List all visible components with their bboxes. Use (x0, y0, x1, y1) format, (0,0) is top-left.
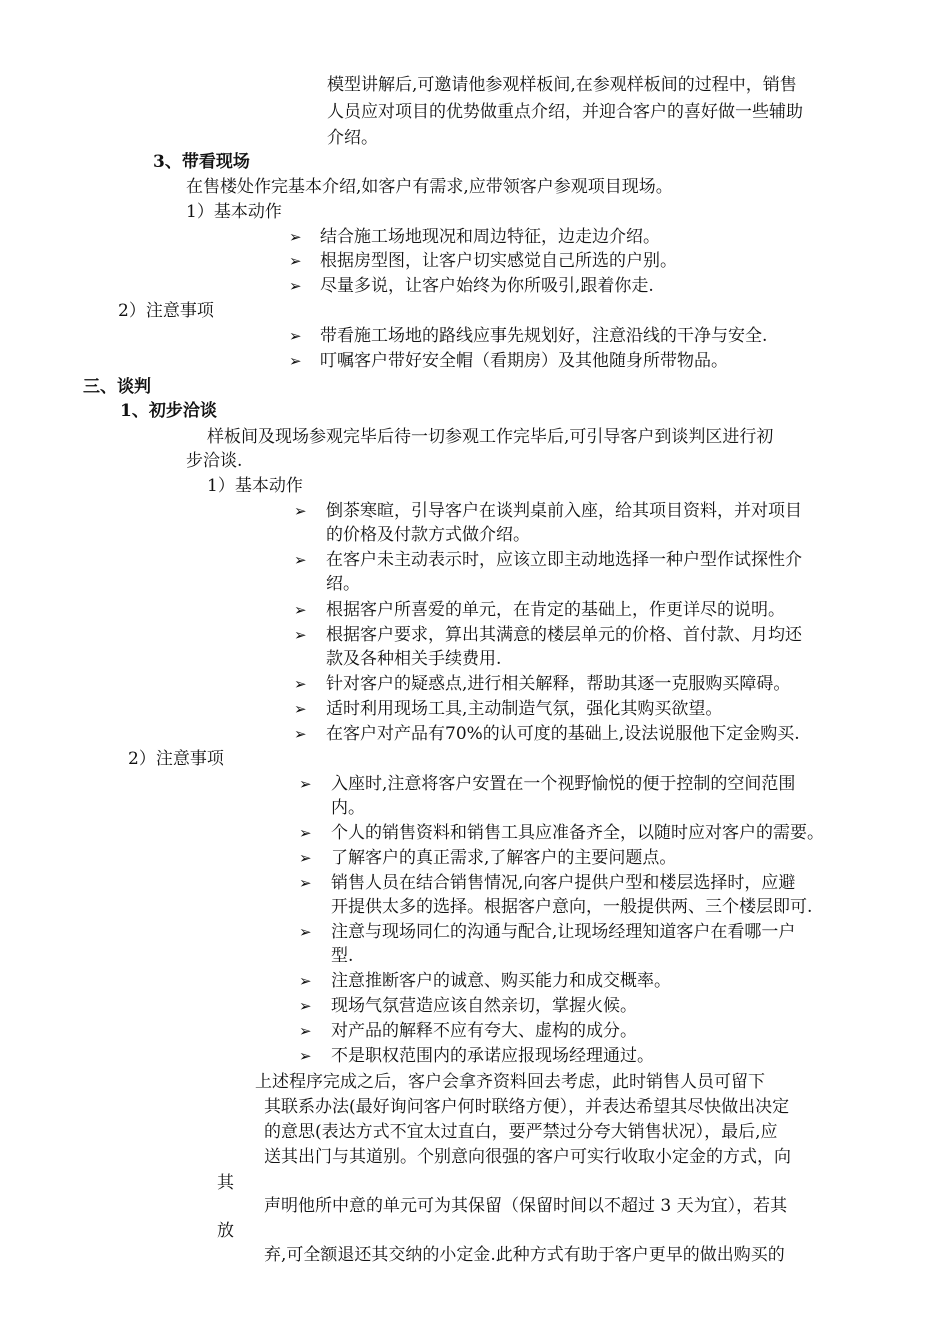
list-item: 尽量多说，让客户始终为你所吸引,跟着你走. (320, 276, 654, 296)
list-item: 了解客户的真正需求,了解客户的主要问题点。 (331, 848, 677, 868)
list-item: 个人的销售资料和销售工具应准备齐全，以随时应对客户的需要。 (331, 823, 824, 843)
bullet-icon: ➢ (294, 626, 307, 644)
list-item-continuation: 内。 (331, 798, 365, 818)
paragraph-line: 介绍。 (327, 128, 378, 148)
section-heading: 3、带看现场 (153, 152, 250, 172)
paragraph-line: 弃,可全额退还其交纳的小定金.此种方式有助于客户更早的做出购买的 (264, 1245, 785, 1265)
list-item-continuation: 的价格及付款方式做介绍。 (326, 525, 530, 545)
bullet-icon: ➢ (289, 277, 302, 295)
list-item: 叮嘱客户带好安全帽（看期房）及其他随身所带物品。 (320, 351, 728, 371)
bullet-icon: ➢ (299, 972, 312, 990)
list-item: 销售人员在结合销售情况,向客户提供户型和楼层选择时，应避 (331, 873, 796, 893)
list-item: 根据客户要求，算出其满意的楼层单元的价格、首付款、月均还 (326, 625, 802, 645)
list-item: 入座时,注意将客户安置在一个视野愉悦的便于控制的空间范围 (331, 774, 796, 794)
bullet-icon: ➢ (299, 1022, 312, 1040)
list-item: 对产品的解释不应有夸大、虚构的成分。 (331, 1021, 637, 1041)
bullet-icon: ➢ (294, 502, 307, 520)
paragraph-line: 模型讲解后,可邀请他参观样板间,在参观样板间的过程中，销售 (327, 75, 797, 95)
section-intro: 样板间及现场参观完毕后待一切参观工作完毕后,可引导客户到谈判区进行初 (207, 427, 774, 447)
list-item: 带看施工场地的路线应事先规划好，注意沿线的干净与安全. (320, 326, 768, 346)
list-item: 在客户对产品有70%的认可度的基础上,设法说服他下定金购买. (326, 724, 800, 744)
bullet-icon: ➢ (289, 228, 302, 246)
margin-char: 放 (217, 1221, 234, 1241)
subsection-label: 1）基本动作 (186, 202, 282, 222)
section-intro: 步洽谈. (186, 451, 243, 471)
paragraph-line: 送其出门与其道别。个别意向很强的客户可实行收取小定金的方式，向 (264, 1147, 791, 1167)
bullet-icon: ➢ (299, 1047, 312, 1065)
bullet-icon: ➢ (294, 551, 307, 569)
list-item: 根据客户所喜爱的单元，在肯定的基础上，作更详尽的说明。 (326, 600, 785, 620)
bullet-icon: ➢ (289, 252, 302, 270)
bullet-icon: ➢ (299, 849, 312, 867)
list-item: 结合施工场地现况和周边特征，边走边介绍。 (320, 227, 660, 247)
paragraph-line: 上述程序完成之后，客户会拿齐资料回去考虑，此时销售人员可留下 (255, 1072, 765, 1092)
bullet-icon: ➢ (289, 352, 302, 370)
list-item: 倒茶寒暄，引导客户在谈判桌前入座，给其项目资料，并对项目 (326, 501, 802, 521)
bullet-icon: ➢ (294, 675, 307, 693)
list-item: 注意与现场同仁的沟通与配合,让现场经理知道客户在看哪一户 (331, 922, 796, 942)
bullet-icon: ➢ (294, 725, 307, 743)
list-item-continuation: 开提供太多的选择。根据客户意向，一般提供两、三个楼层即可. (331, 897, 813, 917)
section-intro: 在售楼处作完基本介绍,如客户有需求,应带领客户参观项目现场。 (186, 177, 673, 197)
bullet-icon: ➢ (299, 824, 312, 842)
paragraph-line: 人员应对项目的优势做重点介绍，并迎合客户的喜好做一些辅助 (327, 102, 803, 122)
list-item-continuation: 型. (331, 946, 354, 966)
bullet-icon: ➢ (299, 874, 312, 892)
chapter-heading: 三、谈判 (83, 377, 151, 397)
bullet-icon: ➢ (294, 601, 307, 619)
margin-char: 其 (217, 1173, 234, 1193)
bullet-icon: ➢ (299, 923, 312, 941)
subsection-label: 1）基本动作 (207, 476, 303, 496)
subsection-label: 2）注意事项 (118, 301, 214, 321)
paragraph-line: 声明他所中意的单元可为其保留（保留时间以不超过 3 天为宜），若其 (264, 1196, 788, 1216)
list-item: 根据房型图，让客户切实感觉自己所选的户别。 (320, 251, 677, 271)
list-item: 针对客户的疑惑点,进行相关解释，帮助其逐一克服购买障碍。 (326, 674, 791, 694)
list-item: 现场气氛营造应该自然亲切，掌握火候。 (331, 996, 637, 1016)
bullet-icon: ➢ (289, 327, 302, 345)
paragraph-line: 其联系办法(最好询问客户何时联络方便），并表达希望其尽快做出决定 (264, 1097, 790, 1117)
bullet-icon: ➢ (294, 700, 307, 718)
list-item: 在客户未主动表示时，应该立即主动地选择一种户型作试探性介 (326, 550, 802, 570)
bullet-icon: ➢ (299, 997, 312, 1015)
section-heading: 1、初步洽谈 (120, 401, 217, 421)
list-item: 注意推断客户的诚意、购买能力和成交概率。 (331, 971, 671, 991)
list-item: 不是职权范围内的承诺应报现场经理通过。 (331, 1046, 654, 1066)
list-item-continuation: 款及各种相关手续费用. (326, 649, 502, 669)
list-item: 适时利用现场工具,主动制造气氛，强化其购买欲望。 (326, 699, 723, 719)
paragraph-line: 的意思(表达方式不宜太过直白，要严禁过分夸大销售状况），最后,应 (264, 1122, 778, 1142)
list-item-continuation: 绍。 (326, 574, 360, 594)
subsection-label: 2）注意事项 (128, 749, 224, 769)
bullet-icon: ➢ (299, 775, 312, 793)
